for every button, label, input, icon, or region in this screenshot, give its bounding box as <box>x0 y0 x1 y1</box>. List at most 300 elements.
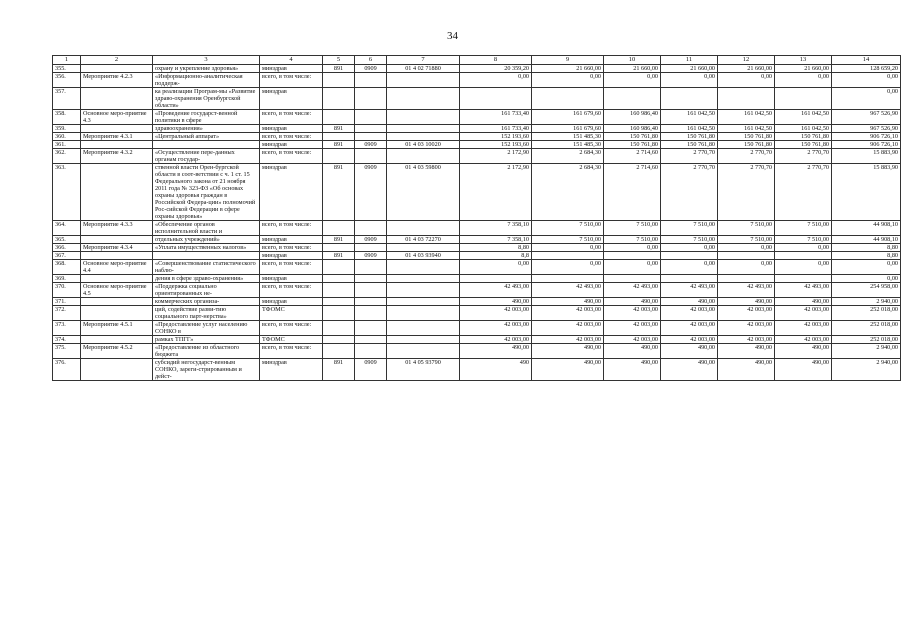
table-cell: 01 4 05 93790 <box>387 359 460 381</box>
table-cell <box>323 283 355 298</box>
table-cell: 42 003,00 <box>775 306 832 321</box>
table-cell: 42 003,00 <box>775 321 832 336</box>
table-cell: 7 358,10 <box>460 236 532 244</box>
table-cell <box>323 275 355 283</box>
table-cell: 160 986,40 <box>604 110 661 125</box>
table-cell: 21 660,00 <box>661 65 718 73</box>
table-cell: 0,00 <box>532 73 604 88</box>
table-cell: 161 042,50 <box>661 110 718 125</box>
table-cell: 891 <box>323 252 355 260</box>
table-cell <box>81 298 153 306</box>
table-cell: Мероприятие 4.2.3 <box>81 73 153 88</box>
table-cell: 490,00 <box>460 344 532 359</box>
table-cell: 150 761,80 <box>661 141 718 149</box>
table-cell: 2 770,70 <box>718 149 775 164</box>
table-cell: 21 660,00 <box>604 65 661 73</box>
table-cell: 7 510,00 <box>718 236 775 244</box>
column-header: 1 <box>53 56 81 65</box>
table-cell: 490,00 <box>661 359 718 381</box>
table-cell <box>532 275 604 283</box>
column-header: 4 <box>260 56 323 65</box>
table-cell: 0,00 <box>775 244 832 252</box>
table-cell <box>323 336 355 344</box>
column-header: 13 <box>775 56 832 65</box>
table-cell <box>387 125 460 133</box>
table-cell <box>323 88 355 110</box>
table-cell: 01 4 02 71880 <box>387 65 460 73</box>
table-cell: 357. <box>53 88 81 110</box>
table-cell: минздрав <box>260 125 323 133</box>
table-cell: 490,00 <box>775 359 832 381</box>
table-cell: 361. <box>53 141 81 149</box>
table-cell: 967 526,90 <box>832 125 901 133</box>
column-header: 8 <box>460 56 532 65</box>
table-cell: 372. <box>53 306 81 321</box>
table-cell: 160 986,40 <box>604 125 661 133</box>
table-cell <box>387 321 460 336</box>
table-cell <box>355 221 387 236</box>
table-cell: всего, в том числе: <box>260 149 323 164</box>
table-row <box>53 164 901 221</box>
table-cell: 490,00 <box>661 298 718 306</box>
table-cell <box>604 252 661 260</box>
table-cell: 7 510,00 <box>775 236 832 244</box>
table-cell: 161 679,60 <box>532 110 604 125</box>
table-cell: 42 003,00 <box>604 336 661 344</box>
table-cell <box>355 73 387 88</box>
table-cell <box>661 88 718 110</box>
table-cell: 367. <box>53 252 81 260</box>
table-cell: 42 003,00 <box>661 336 718 344</box>
table-cell: всего, в том числе: <box>260 321 323 336</box>
table-cell <box>387 298 460 306</box>
table-cell: 490,00 <box>661 344 718 359</box>
table-cell: 0,00 <box>604 244 661 252</box>
table-row <box>53 133 901 141</box>
column-header: 2 <box>81 56 153 65</box>
table-cell: 906 726,10 <box>832 133 901 141</box>
table-cell <box>718 275 775 283</box>
table-row <box>53 65 901 73</box>
table-cell: 01 4 03 93940 <box>387 252 460 260</box>
table-cell: 2 940,00 <box>832 344 901 359</box>
table-cell: 252 018,00 <box>832 336 901 344</box>
table-cell <box>81 252 153 260</box>
table-cell: «Центральный аппарат» <box>153 133 260 141</box>
table-cell: 01 4 03 59800 <box>387 164 460 221</box>
table-cell <box>661 252 718 260</box>
table-cell: 356. <box>53 73 81 88</box>
table-cell: 0,00 <box>718 260 775 275</box>
table-cell: 0,00 <box>460 260 532 275</box>
table-cell: «Предоставление из областного бюджета <box>153 344 260 359</box>
column-header: 5 <box>323 56 355 65</box>
table-cell <box>604 88 661 110</box>
table-cell: всего, в том числе: <box>260 73 323 88</box>
table-cell: ций, содействие разви-тию социального парт-нерства» <box>153 306 260 321</box>
table-cell: 490,00 <box>532 298 604 306</box>
table-cell <box>718 88 775 110</box>
table-cell <box>355 133 387 141</box>
table-cell: 8,80 <box>832 252 901 260</box>
table-cell: 42 493,00 <box>661 283 718 298</box>
table-row <box>53 275 901 283</box>
table-cell <box>153 141 260 149</box>
table-cell: «Информационно-аналитическая поддерж- <box>153 73 260 88</box>
table-cell <box>355 260 387 275</box>
table-cell: 7 510,00 <box>775 221 832 236</box>
table-cell: 8,80 <box>460 244 532 252</box>
table-cell: охрану и укрепление здоровья» <box>153 65 260 73</box>
table-cell: минздрав <box>260 359 323 381</box>
table-cell: 161 733,40 <box>460 110 532 125</box>
table-cell: 0909 <box>355 236 387 244</box>
column-header: 6 <box>355 56 387 65</box>
table-cell: 0,00 <box>775 73 832 88</box>
table-cell: 490,00 <box>460 298 532 306</box>
table-cell: 8,80 <box>832 244 901 252</box>
table-cell: здравоохранения» <box>153 125 260 133</box>
table-cell: 891 <box>323 141 355 149</box>
table-cell: 42 493,00 <box>532 283 604 298</box>
table-cell: 490,00 <box>775 298 832 306</box>
column-header: 11 <box>661 56 718 65</box>
table-cell <box>81 125 153 133</box>
table-cell: 0,00 <box>832 260 901 275</box>
table-cell: всего, в том числе: <box>260 221 323 236</box>
table-cell: 152 193,60 <box>460 141 532 149</box>
table-cell: 490,00 <box>532 344 604 359</box>
table-cell: ТФОМС <box>260 306 323 321</box>
page-number: 34 <box>447 30 458 42</box>
table-cell: Мероприятие 4.3.4 <box>81 244 153 252</box>
column-header: 12 <box>718 56 775 65</box>
table-cell: 01 4 03 10020 <box>387 141 460 149</box>
table-cell: 369. <box>53 275 81 283</box>
table-cell: всего, в том числе: <box>260 110 323 125</box>
table-cell: 161 733,40 <box>460 125 532 133</box>
table-cell <box>387 306 460 321</box>
table-cell: 161 042,50 <box>718 110 775 125</box>
table-cell: 2 172,90 <box>460 149 532 164</box>
table-cell: 0909 <box>355 359 387 381</box>
table-cell: дения в сфере здраво-охранения» <box>153 275 260 283</box>
table-cell: 44 908,10 <box>832 221 901 236</box>
table-row <box>53 244 901 252</box>
table-cell <box>661 275 718 283</box>
table-cell <box>323 149 355 164</box>
table-cell: минздрав <box>260 88 323 110</box>
table-cell: 8,8 <box>460 252 532 260</box>
table-cell: 0,00 <box>775 260 832 275</box>
table-cell: 2 770,70 <box>661 149 718 164</box>
table-cell: 150 761,80 <box>718 141 775 149</box>
table-cell: 373. <box>53 321 81 336</box>
table-cell <box>355 110 387 125</box>
table-cell <box>355 321 387 336</box>
table-cell: 490,00 <box>532 359 604 381</box>
table-cell <box>775 275 832 283</box>
table-cell: 490,00 <box>604 359 661 381</box>
table-cell: 42 493,00 <box>460 283 532 298</box>
table-cell: 151 485,30 <box>532 133 604 141</box>
table-cell: 150 761,80 <box>661 133 718 141</box>
table-cell: Основное меро-приятие 4.4 <box>81 260 153 275</box>
table-cell <box>387 336 460 344</box>
table-cell: 42 003,00 <box>604 306 661 321</box>
table-cell: 355. <box>53 65 81 73</box>
table-cell: 152 193,60 <box>460 133 532 141</box>
table-cell: минздрав <box>260 275 323 283</box>
table-row <box>53 306 901 321</box>
table-cell: 0,00 <box>661 244 718 252</box>
table-cell: 374. <box>53 336 81 344</box>
table-cell: 42 003,00 <box>661 321 718 336</box>
table-row <box>53 73 901 88</box>
table-cell: Мероприятие 4.3.1 <box>81 133 153 141</box>
table-cell: минздрав <box>260 236 323 244</box>
table-cell <box>81 88 153 110</box>
table-cell: 150 761,80 <box>775 141 832 149</box>
table-cell: отдельных учреждений» <box>153 236 260 244</box>
table-cell: всего, в том числе: <box>260 260 323 275</box>
table-cell: 891 <box>323 164 355 221</box>
table-cell <box>153 252 260 260</box>
table-cell <box>387 133 460 141</box>
table-cell: 7 510,00 <box>718 221 775 236</box>
table-cell <box>323 244 355 252</box>
table-cell: 252 018,00 <box>832 321 901 336</box>
table-cell: 161 042,50 <box>718 125 775 133</box>
table-cell: рамках ТПГГ» <box>153 336 260 344</box>
table-cell: минздрав <box>260 141 323 149</box>
table-cell: 490,00 <box>718 344 775 359</box>
table-cell: 2 770,70 <box>718 164 775 221</box>
table-cell <box>355 298 387 306</box>
table-cell: 967 526,90 <box>832 110 901 125</box>
table-cell: 490,00 <box>604 344 661 359</box>
table-cell: минздрав <box>260 65 323 73</box>
column-header: 14 <box>832 56 901 65</box>
table-cell: 490,00 <box>604 298 661 306</box>
table-cell <box>323 260 355 275</box>
table-cell: 490,00 <box>718 298 775 306</box>
table-cell: «Осуществление пере-данных органам государ- <box>153 149 260 164</box>
table-cell: 362. <box>53 149 81 164</box>
table-cell: 21 660,00 <box>775 65 832 73</box>
table-cell <box>81 336 153 344</box>
table-row <box>53 141 901 149</box>
table-cell: 21 660,00 <box>532 65 604 73</box>
table-row <box>53 321 901 336</box>
table-cell: всего, в том числе: <box>260 283 323 298</box>
table-cell: 370. <box>53 283 81 298</box>
table-cell <box>532 88 604 110</box>
table-cell: 01 4 03 72270 <box>387 236 460 244</box>
column-header: 9 <box>532 56 604 65</box>
table-cell: 42 003,00 <box>718 321 775 336</box>
table-row <box>53 252 901 260</box>
table-cell <box>355 283 387 298</box>
table-cell: 7 510,00 <box>661 236 718 244</box>
table-cell: ка реализации Програм-мы «Развитие здраво-охранения Оренбургской области» <box>153 88 260 110</box>
table-row <box>53 88 901 110</box>
table-cell: 150 761,80 <box>718 133 775 141</box>
table-cell: 0,00 <box>604 260 661 275</box>
table-cell: 42 003,00 <box>532 336 604 344</box>
table-row <box>53 110 901 125</box>
table-cell: 891 <box>323 359 355 381</box>
table-cell: 42 003,00 <box>460 321 532 336</box>
table-cell: ственной власти Орен-бургской области в соот-ветствии с ч. 1 ст. 15 Федерального закона от 21 ноября 2011 года № 323-ФЗ «Об основах охраны здоровья граждан в Российской Федера-ции» полномочий Рос-сийской Федерации в сфере охраны здоровья» <box>153 164 260 221</box>
table-cell <box>323 133 355 141</box>
table-cell <box>387 244 460 252</box>
table-cell: минздрав <box>260 298 323 306</box>
table-cell: 490,00 <box>718 359 775 381</box>
table-cell: 42 003,00 <box>775 336 832 344</box>
table-cell: 161 679,60 <box>532 125 604 133</box>
table-cell <box>355 244 387 252</box>
table-cell: 0909 <box>355 65 387 73</box>
table-cell: 7 510,00 <box>604 236 661 244</box>
table-cell: 42 003,00 <box>604 321 661 336</box>
table-cell <box>323 73 355 88</box>
table-cell: 15 883,90 <box>832 149 901 164</box>
table-cell: 0,00 <box>832 73 901 88</box>
table-cell: 0,00 <box>532 260 604 275</box>
table-cell: 161 042,50 <box>775 125 832 133</box>
table-cell: 150 761,80 <box>604 133 661 141</box>
table-cell: 891 <box>323 65 355 73</box>
table-cell: 366. <box>53 244 81 252</box>
table-cell: Мероприятие 4.5.1 <box>81 321 153 336</box>
table-cell: ТФОМС <box>260 336 323 344</box>
table-cell: 359. <box>53 125 81 133</box>
table-cell: 490,00 <box>775 344 832 359</box>
table-cell <box>387 73 460 88</box>
table-cell: 161 042,50 <box>661 125 718 133</box>
table-cell <box>323 110 355 125</box>
table-cell: субсидий негосударст-венным СОНКО, зареги-стрированным и дейст- <box>153 359 260 381</box>
table-row <box>53 221 901 236</box>
table-cell: 42 003,00 <box>718 306 775 321</box>
table-cell: 2 714,60 <box>604 164 661 221</box>
table-cell: 15 883,90 <box>832 164 901 221</box>
table-cell: Основное меро-приятие 4.3 <box>81 110 153 125</box>
table-cell: 2 684,30 <box>532 149 604 164</box>
table-cell: 891 <box>323 125 355 133</box>
table-cell: 2 940,00 <box>832 359 901 381</box>
table-cell: «Поддержка социально ориентированных не- <box>153 283 260 298</box>
table-cell <box>718 252 775 260</box>
table-cell: 0,00 <box>832 88 901 110</box>
table-cell <box>323 321 355 336</box>
table-cell: 363. <box>53 164 81 221</box>
table-cell: 376. <box>53 359 81 381</box>
table-cell <box>532 252 604 260</box>
table-cell: 0,00 <box>718 244 775 252</box>
table-cell: коммерческих организа- <box>153 298 260 306</box>
table-cell: 2 684,30 <box>532 164 604 221</box>
table-cell: 906 726,10 <box>832 141 901 149</box>
table-cell: 0,00 <box>661 73 718 88</box>
table-body <box>53 65 901 381</box>
table-cell <box>81 141 153 149</box>
table-cell <box>604 275 661 283</box>
table-cell: 42 003,00 <box>460 336 532 344</box>
table-cell <box>81 164 153 221</box>
table-row <box>53 260 901 275</box>
table-cell: 42 493,00 <box>775 283 832 298</box>
table-cell: 0,00 <box>460 73 532 88</box>
table-cell: Мероприятие 4.5.2 <box>81 344 153 359</box>
table-cell: 0909 <box>355 252 387 260</box>
table-cell: 360. <box>53 133 81 141</box>
table-row <box>53 236 901 244</box>
table-cell: 42 493,00 <box>604 283 661 298</box>
table-cell: 42 003,00 <box>661 306 718 321</box>
table-cell: 2 770,70 <box>775 164 832 221</box>
table-cell: 0,00 <box>532 244 604 252</box>
table-cell <box>387 275 460 283</box>
table-cell: «Предоставление услуг населению СОНКО в <box>153 321 260 336</box>
table-cell: минздрав <box>260 164 323 221</box>
table-cell <box>387 221 460 236</box>
table-cell: 44 908,10 <box>832 236 901 244</box>
table-cell <box>775 88 832 110</box>
table-cell <box>81 359 153 381</box>
table-cell: 42 003,00 <box>532 321 604 336</box>
table-cell: 364. <box>53 221 81 236</box>
table-cell <box>387 260 460 275</box>
table-cell: 42 003,00 <box>718 336 775 344</box>
table-cell: 128 659,20 <box>832 65 901 73</box>
table-cell: всего, в том числе: <box>260 344 323 359</box>
table-cell: 252 018,00 <box>832 306 901 321</box>
table-cell <box>355 275 387 283</box>
table-cell <box>81 236 153 244</box>
column-header: 3 <box>153 56 260 65</box>
table-cell: всего, в том числе: <box>260 244 323 252</box>
table-cell <box>355 306 387 321</box>
table-cell: Мероприятие 4.3.2 <box>81 149 153 164</box>
table-cell: 7 510,00 <box>532 236 604 244</box>
table-cell: 2 770,70 <box>775 149 832 164</box>
table-cell: 7 358,10 <box>460 221 532 236</box>
table-cell: 7 510,00 <box>532 221 604 236</box>
budget-table <box>52 55 901 381</box>
table-cell: 0909 <box>355 164 387 221</box>
table-cell: 891 <box>323 236 355 244</box>
table-cell: Мероприятие 4.3.3 <box>81 221 153 236</box>
table-cell: 2 714,60 <box>604 149 661 164</box>
table-cell: 254 958,00 <box>832 283 901 298</box>
table-cell <box>323 221 355 236</box>
table-cell: 2 172,90 <box>460 164 532 221</box>
table-cell <box>323 344 355 359</box>
table-cell: всего, в том числе: <box>260 133 323 141</box>
table-cell: 358. <box>53 110 81 125</box>
table-cell: 2 940,00 <box>832 298 901 306</box>
table-cell: минздрав <box>260 252 323 260</box>
table-cell <box>355 344 387 359</box>
table-cell <box>460 275 532 283</box>
table-cell: «Уплата имущественных налогов» <box>153 244 260 252</box>
table-cell: 7 510,00 <box>661 221 718 236</box>
table-cell <box>387 149 460 164</box>
table-cell: 0,00 <box>718 73 775 88</box>
table-row <box>53 344 901 359</box>
